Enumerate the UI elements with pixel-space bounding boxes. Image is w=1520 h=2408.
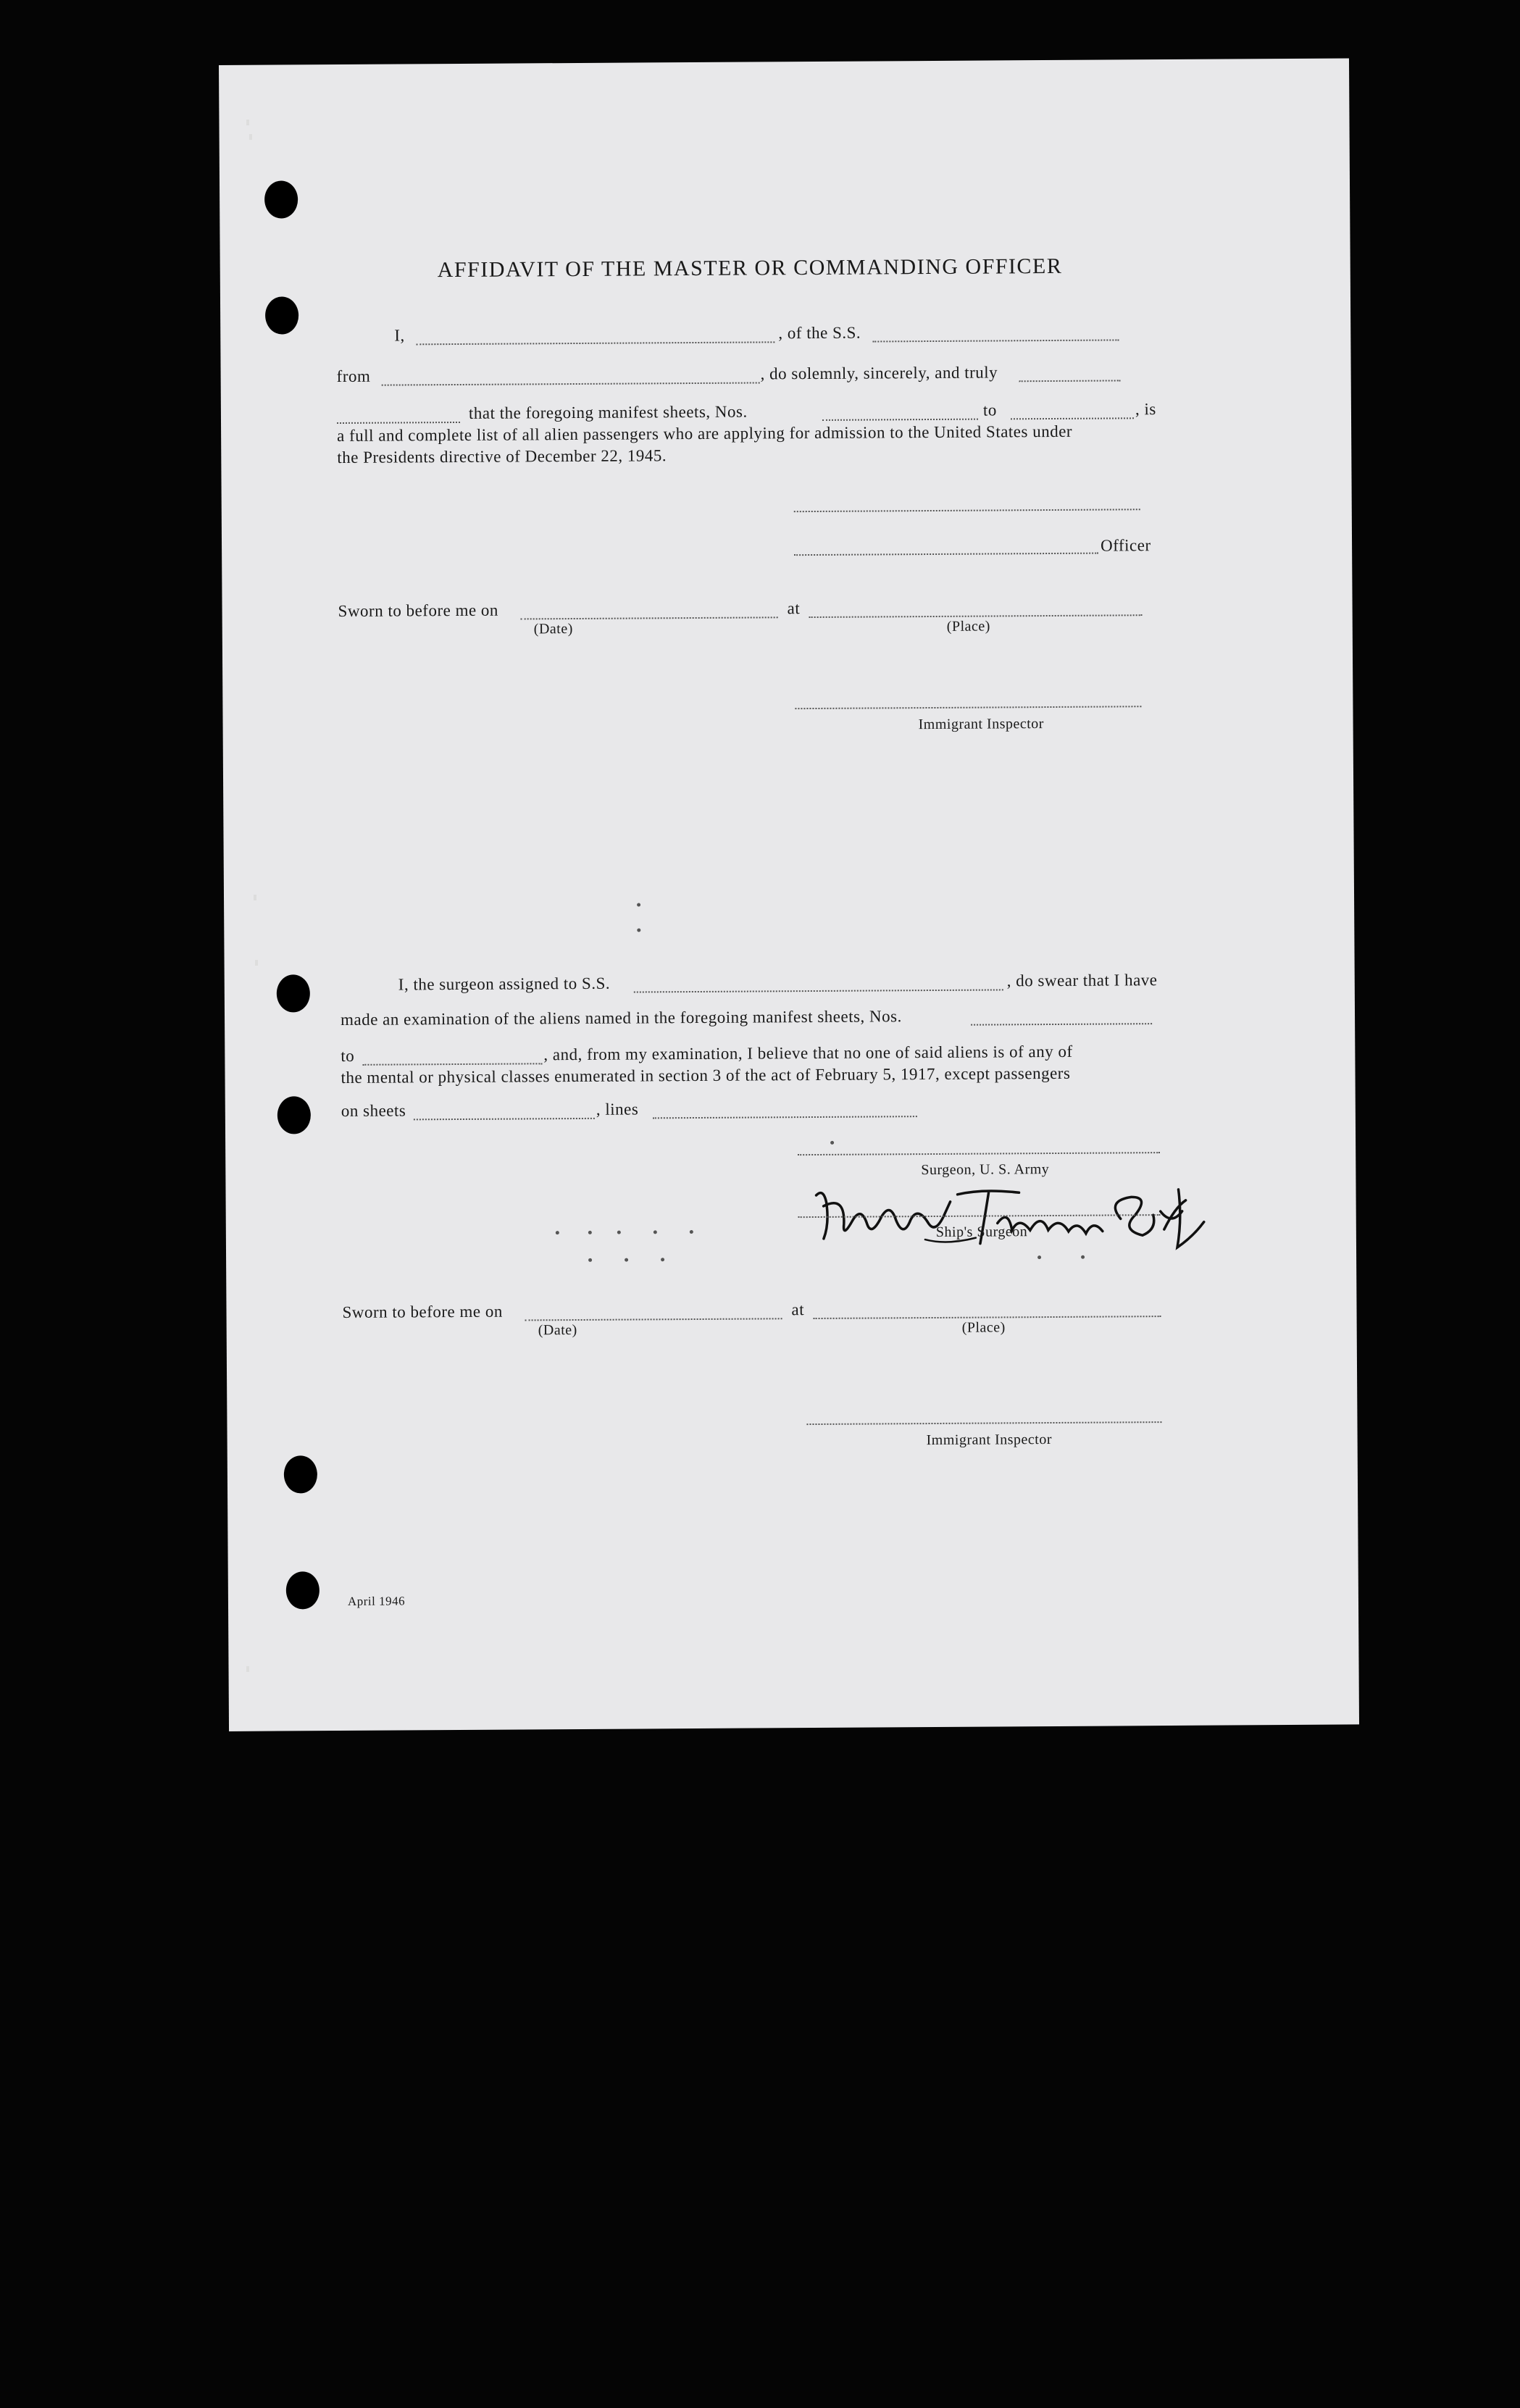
ships-surgeon-caption: Ship's Surgeon <box>935 1224 1028 1240</box>
sworn-label: Sworn to before me on <box>338 601 498 621</box>
speck <box>637 903 640 906</box>
date-caption: (Date) <box>533 621 573 637</box>
punch-hole <box>286 1571 320 1609</box>
oath-word-field-2 <box>337 422 460 424</box>
speck <box>1081 1255 1085 1259</box>
ship-name-field <box>872 339 1119 342</box>
date-caption-2: (Date) <box>538 1322 577 1339</box>
at-label-2: at <box>791 1300 805 1319</box>
belief-text: , and, from my examination, I believe that no one of said aliens is of any of <box>543 1042 1073 1064</box>
foregoing-label: that the foregoing manifest sheets, Nos. <box>468 402 748 422</box>
punch-hole <box>264 180 298 218</box>
solemnly-label: , do solemnly, sincerely, and truly <box>760 363 998 383</box>
speck <box>830 1141 834 1145</box>
punch-hole <box>284 1455 317 1493</box>
affidavit-page <box>219 58 1359 1731</box>
speck <box>588 1231 592 1234</box>
oath-word-field <box>1019 380 1121 382</box>
examination-text: made an examination of the aliens named in the foregoing manifest sheets, Nos. <box>340 1007 902 1029</box>
sworn-date-field <box>521 616 778 619</box>
scan-mark <box>255 960 258 966</box>
surgeon-ship-field <box>634 989 1003 992</box>
speck <box>556 1231 559 1234</box>
footer-date: April 1946 <box>347 1594 406 1608</box>
scan-mark <box>246 120 249 125</box>
i-label: I, <box>394 326 405 345</box>
speck <box>653 1230 657 1234</box>
sworn-place-field <box>809 614 1143 618</box>
speck <box>690 1230 693 1234</box>
lines-label: , lines <box>596 1100 639 1119</box>
surgeon-signature <box>801 1179 1208 1261</box>
is-label: , is <box>1135 400 1156 419</box>
punch-hole <box>265 296 298 334</box>
page-title: AFFIDAVIT OF THE MASTER OR COMMANDING OFFICER <box>437 254 1063 283</box>
place-caption: (Place) <box>946 618 990 635</box>
speck <box>625 1258 628 1262</box>
swear-label: , do swear that I have <box>1006 971 1158 990</box>
army-surgeon-line <box>798 1152 1160 1155</box>
directive-text: the Presidents directive of December 22, 1945. <box>337 446 667 467</box>
full-list-text: a full and complete list of all alien passengers who are applying for admission to the United States under <box>337 422 1073 446</box>
sworn-place-field-2 <box>814 1316 1161 1319</box>
place-caption-2: (Place) <box>961 1319 1006 1336</box>
speck <box>637 928 640 932</box>
speck <box>617 1231 621 1234</box>
army-surgeon-caption: Surgeon, U. S. Army <box>921 1161 1050 1179</box>
officer-label: Officer <box>1100 536 1151 555</box>
sworn-label-2: Sworn to before me on <box>342 1302 503 1321</box>
punch-hole <box>277 1096 311 1134</box>
scan-mark <box>249 134 252 140</box>
on-sheets-label: on sheets <box>341 1101 406 1120</box>
at-label: at <box>787 599 801 618</box>
of-ss-label: , of the S.S. <box>778 323 861 343</box>
inspector-caption: Immigrant Inspector <box>918 716 1044 733</box>
speck <box>661 1258 664 1261</box>
except-sheets-field <box>414 1118 595 1121</box>
inspector-caption-2: Immigrant Inspector <box>926 1431 1053 1449</box>
sworn-date-field-2 <box>525 1318 782 1321</box>
except-lines-field <box>653 1116 917 1119</box>
surgeon-sheets-to-field <box>362 1063 542 1066</box>
speck <box>588 1258 592 1262</box>
sheets-from-field <box>822 419 978 421</box>
scan-mark <box>254 895 256 900</box>
master-name-field <box>416 341 774 345</box>
punch-hole <box>277 974 310 1012</box>
inspector-signature-line <box>795 706 1141 709</box>
officer-signature-line-1 <box>794 509 1140 512</box>
surgeon-sheets-field <box>971 1023 1152 1026</box>
speck <box>1037 1255 1041 1259</box>
scan-mark <box>246 1666 249 1672</box>
inspector-signature-line-2 <box>806 1421 1161 1425</box>
surgeon-intro: I, the surgeon assigned to S.S. <box>398 974 611 994</box>
sheets-to-field <box>1011 417 1134 419</box>
classes-text: the mental or physical classes enumerated in section 3 of the act of February 5, 1917, except passengers <box>341 1063 1071 1087</box>
to-label-2: to <box>341 1046 355 1065</box>
from-port-field <box>382 382 760 385</box>
from-label: from <box>336 367 371 386</box>
to-label: to <box>982 401 997 419</box>
officer-signature-line-2 <box>794 553 1098 556</box>
